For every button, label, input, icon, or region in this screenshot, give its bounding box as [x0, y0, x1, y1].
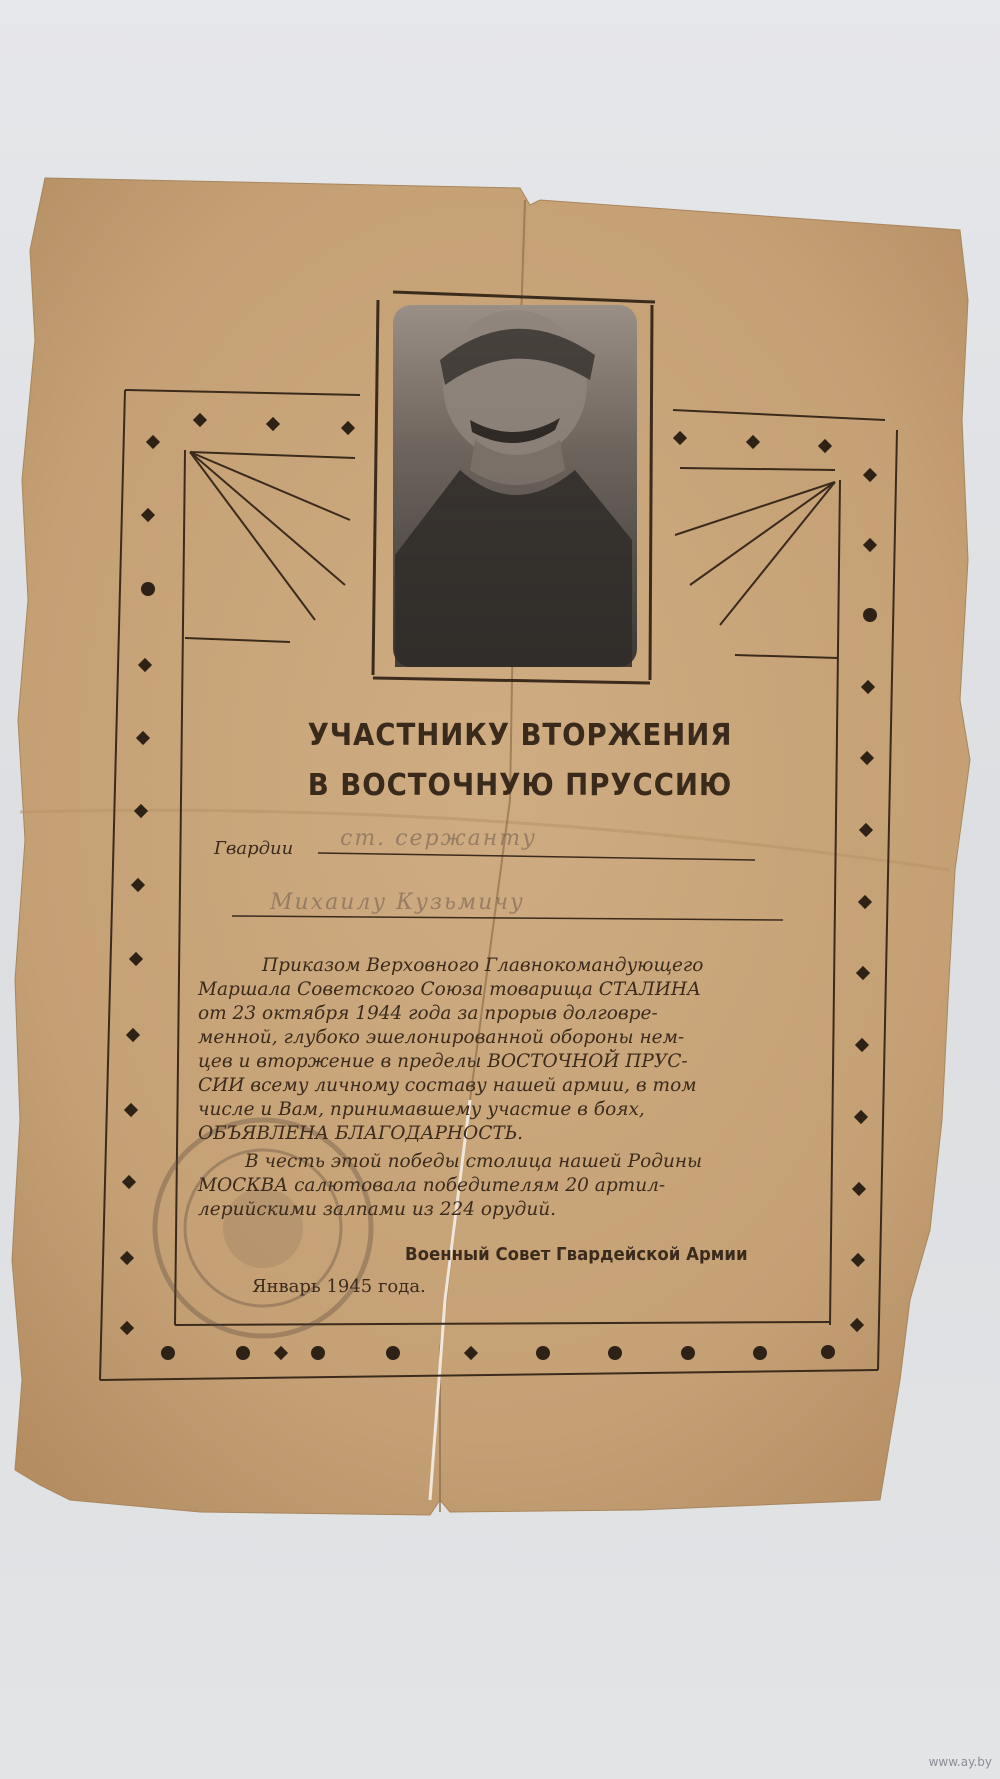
paragraph-1-line: от 23 октября 1944 года за прорыв долговре- [198, 1003, 658, 1024]
paragraph-2-line: МОСКВА салютовала победителям 20 артил- [198, 1175, 666, 1196]
portrait-frame [373, 292, 655, 683]
paragraph-1-line: цев и вторжение в пределы ВОСТОЧНОЙ ПРУС- [198, 1051, 688, 1072]
watermark: www.ay.by [928, 1755, 992, 1769]
paragraph-1-line: Маршала Советского Союза товарища СТАЛИНА [198, 979, 701, 1000]
paragraph-1-line: менной, глубоко эшелонированной обороны нем- [198, 1027, 685, 1048]
document-title-line2: В ВОСТОЧНУЮ ПРУССИЮ [307, 768, 733, 803]
paragraph-1-line: ОБЪЯВЛЕНА БЛАГОДАРНОСТЬ. [198, 1123, 524, 1144]
paragraph-1-line: Приказом Верховного Главнокомандующего [262, 955, 704, 976]
paragraph-2-line: В честь этой победы столица нашей Родины [245, 1151, 703, 1172]
handwritten-name: Михаилу Кузьмичу [270, 890, 525, 915]
paragraph-2-line: лерийскими залпами из 224 орудий. [198, 1199, 557, 1220]
signature: Военный Совет Гвардейской Армии [405, 1244, 748, 1265]
paragraph-1-line: СИИ всему личному составу нашей армии, в том [198, 1075, 697, 1096]
handwritten-rank: ст. сержанту [340, 826, 537, 851]
document-date: Январь 1945 года. [252, 1276, 426, 1297]
paragraph-1-line: числе и Вам, принимавшему участие в боях, [198, 1099, 645, 1120]
document-title-line1: УЧАСТНИКУ ВТОРЖЕНИЯ [307, 718, 733, 753]
rank-label: Гвардии [214, 838, 294, 859]
